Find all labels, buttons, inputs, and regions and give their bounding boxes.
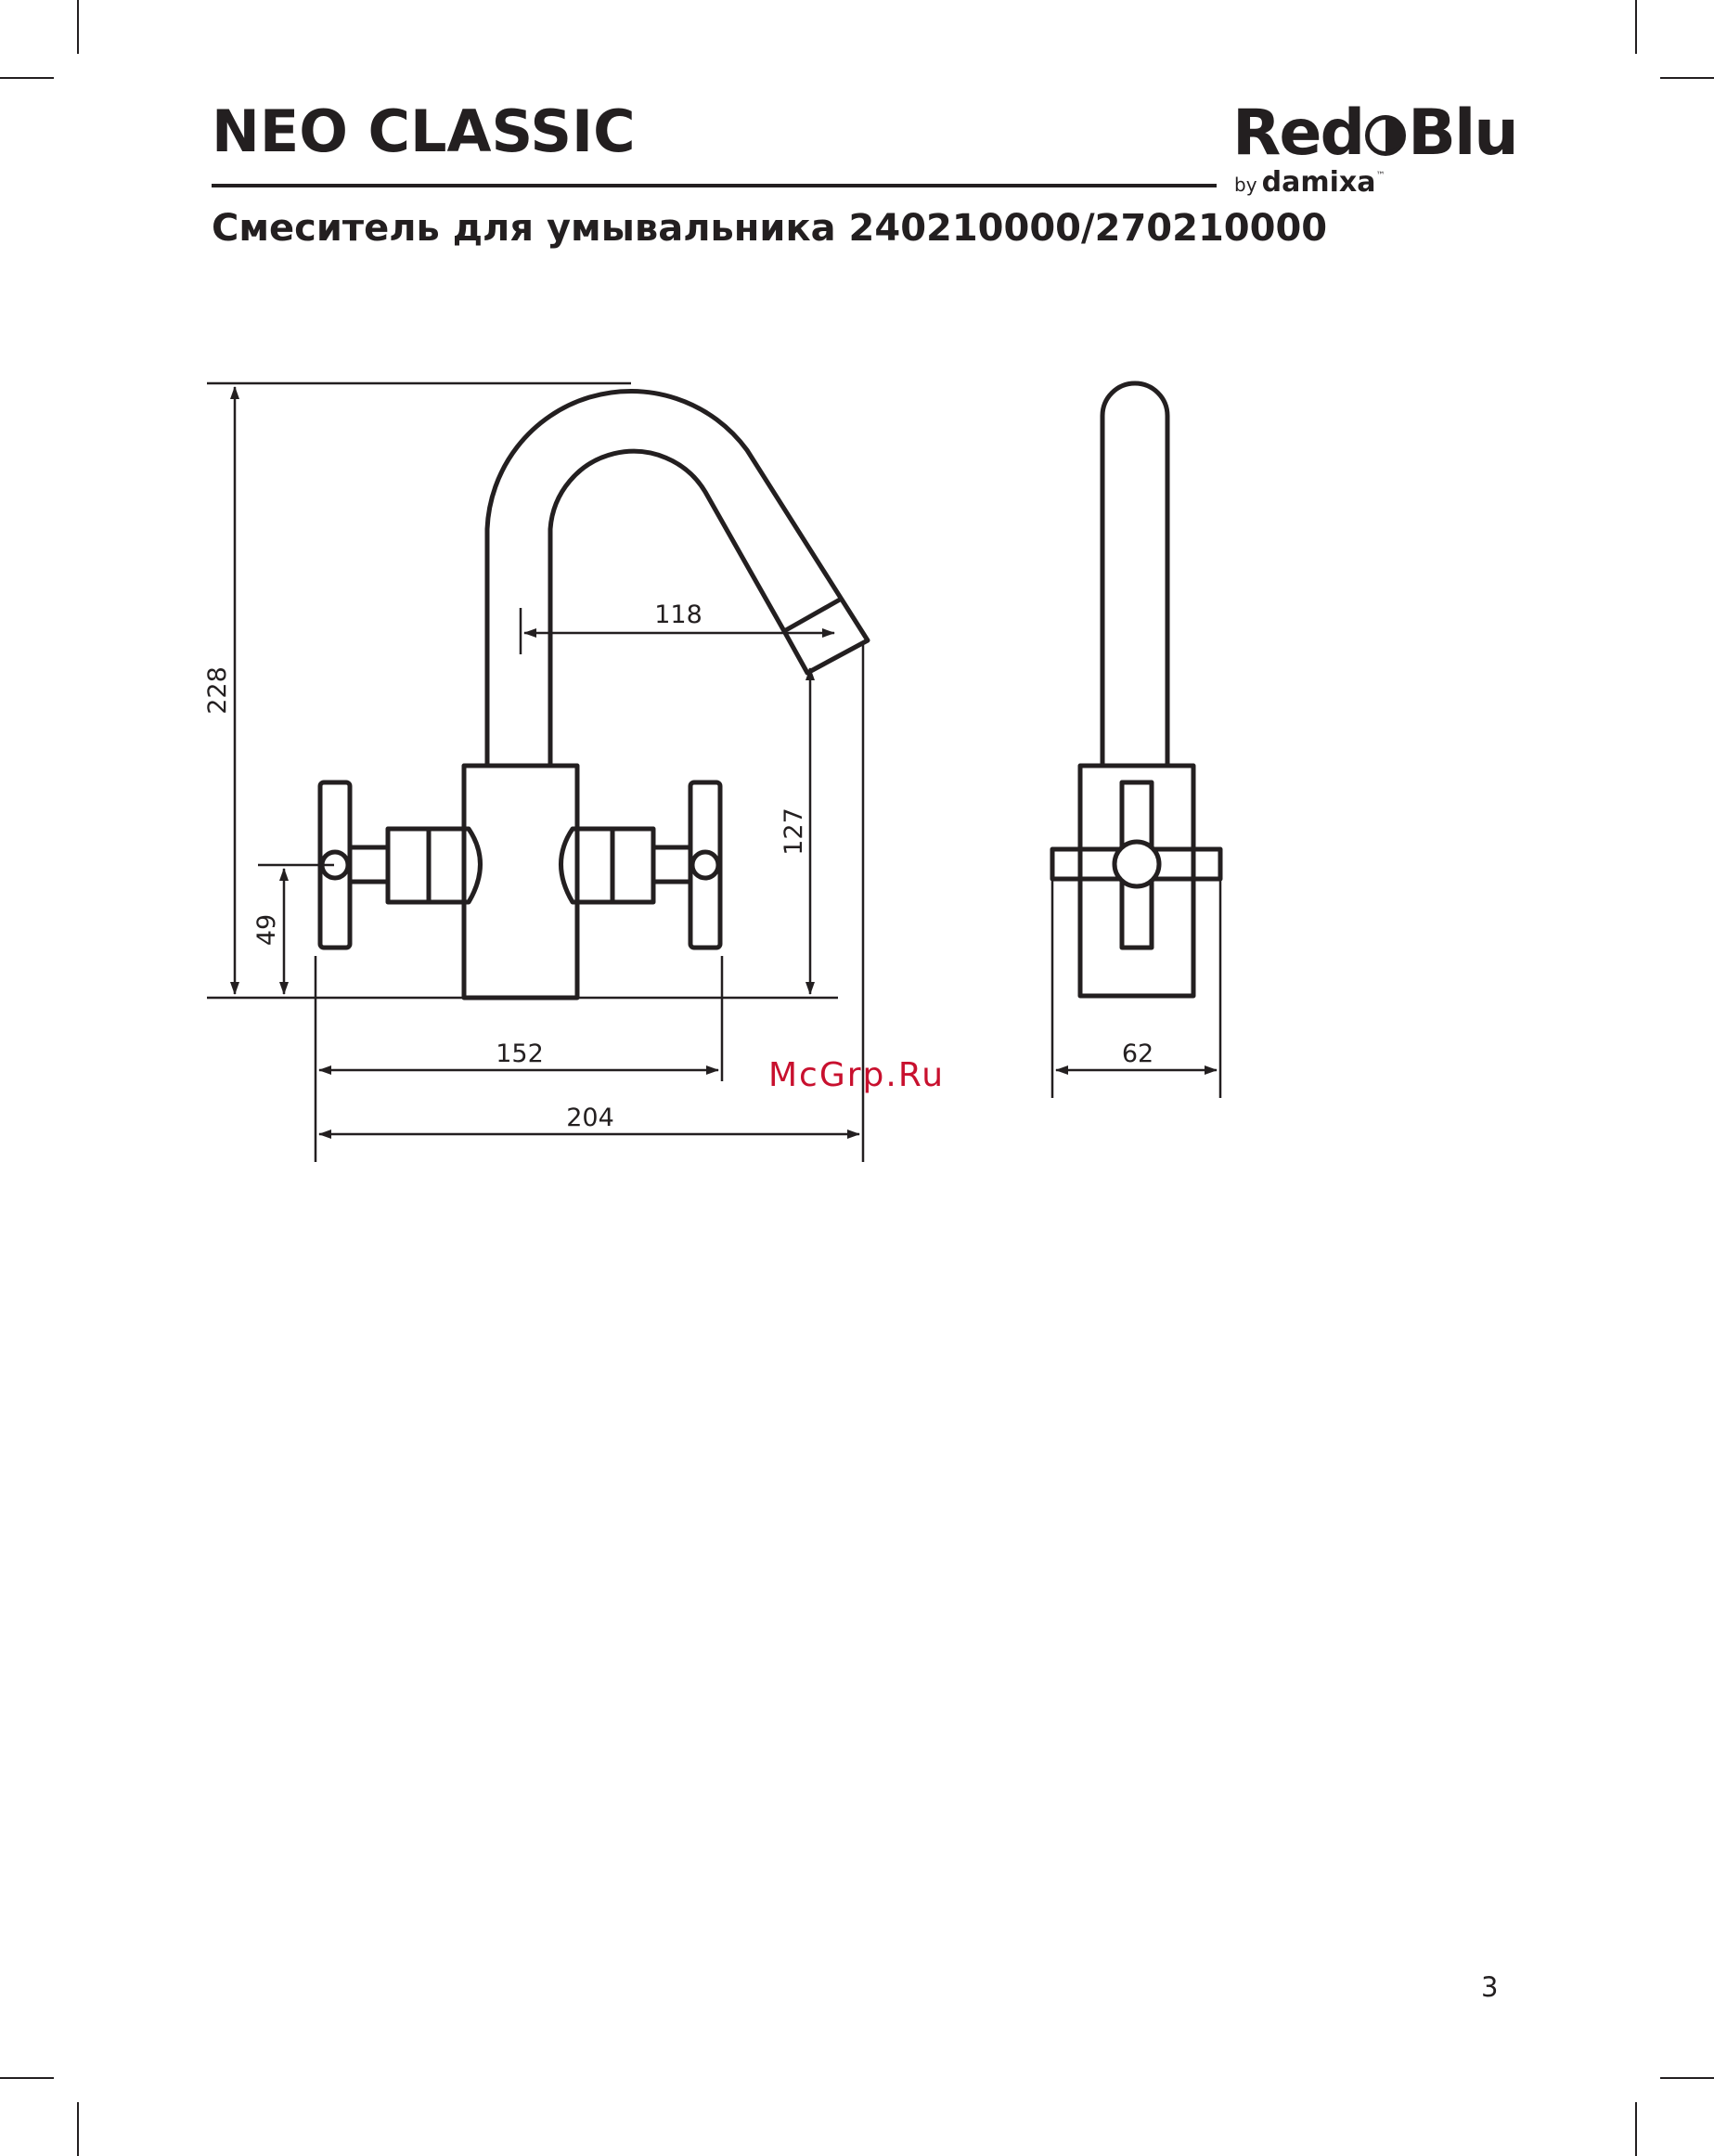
left-valve (388, 829, 481, 902)
right-handle-bar (690, 782, 720, 948)
dim-label-127: 127 (780, 807, 808, 856)
logo-red: Red (1232, 97, 1364, 170)
dim-label-204: 204 (566, 1104, 614, 1132)
logo-blu: Blu (1408, 97, 1517, 170)
dim-label-118: 118 (654, 600, 702, 629)
right-handle-hub (692, 852, 718, 878)
dim-label-152: 152 (496, 1039, 544, 1068)
page-number: 3 (1481, 1971, 1499, 2003)
dim-label-49: 49 (252, 913, 281, 947)
logo-trademark: ™ (1375, 171, 1385, 181)
watermark: McGrp.Ru (768, 1056, 946, 1094)
page-title: NEO CLASSIC (212, 97, 636, 165)
logo-by: by (1234, 174, 1257, 196)
front-view (320, 391, 868, 998)
logo-maker: damixa (1261, 166, 1376, 199)
right-valve (561, 829, 654, 902)
side-handle-hub (1115, 842, 1159, 886)
dim-label-228: 228 (203, 666, 232, 715)
dim-label-62: 62 (1121, 1039, 1154, 1068)
side-view (1052, 383, 1220, 996)
side-spout (1102, 383, 1167, 766)
mixer-body (464, 766, 577, 998)
page-subtitle: Смеситель для умывальника 240210000/270210000 (212, 207, 1328, 250)
spout-outlet (784, 600, 840, 631)
